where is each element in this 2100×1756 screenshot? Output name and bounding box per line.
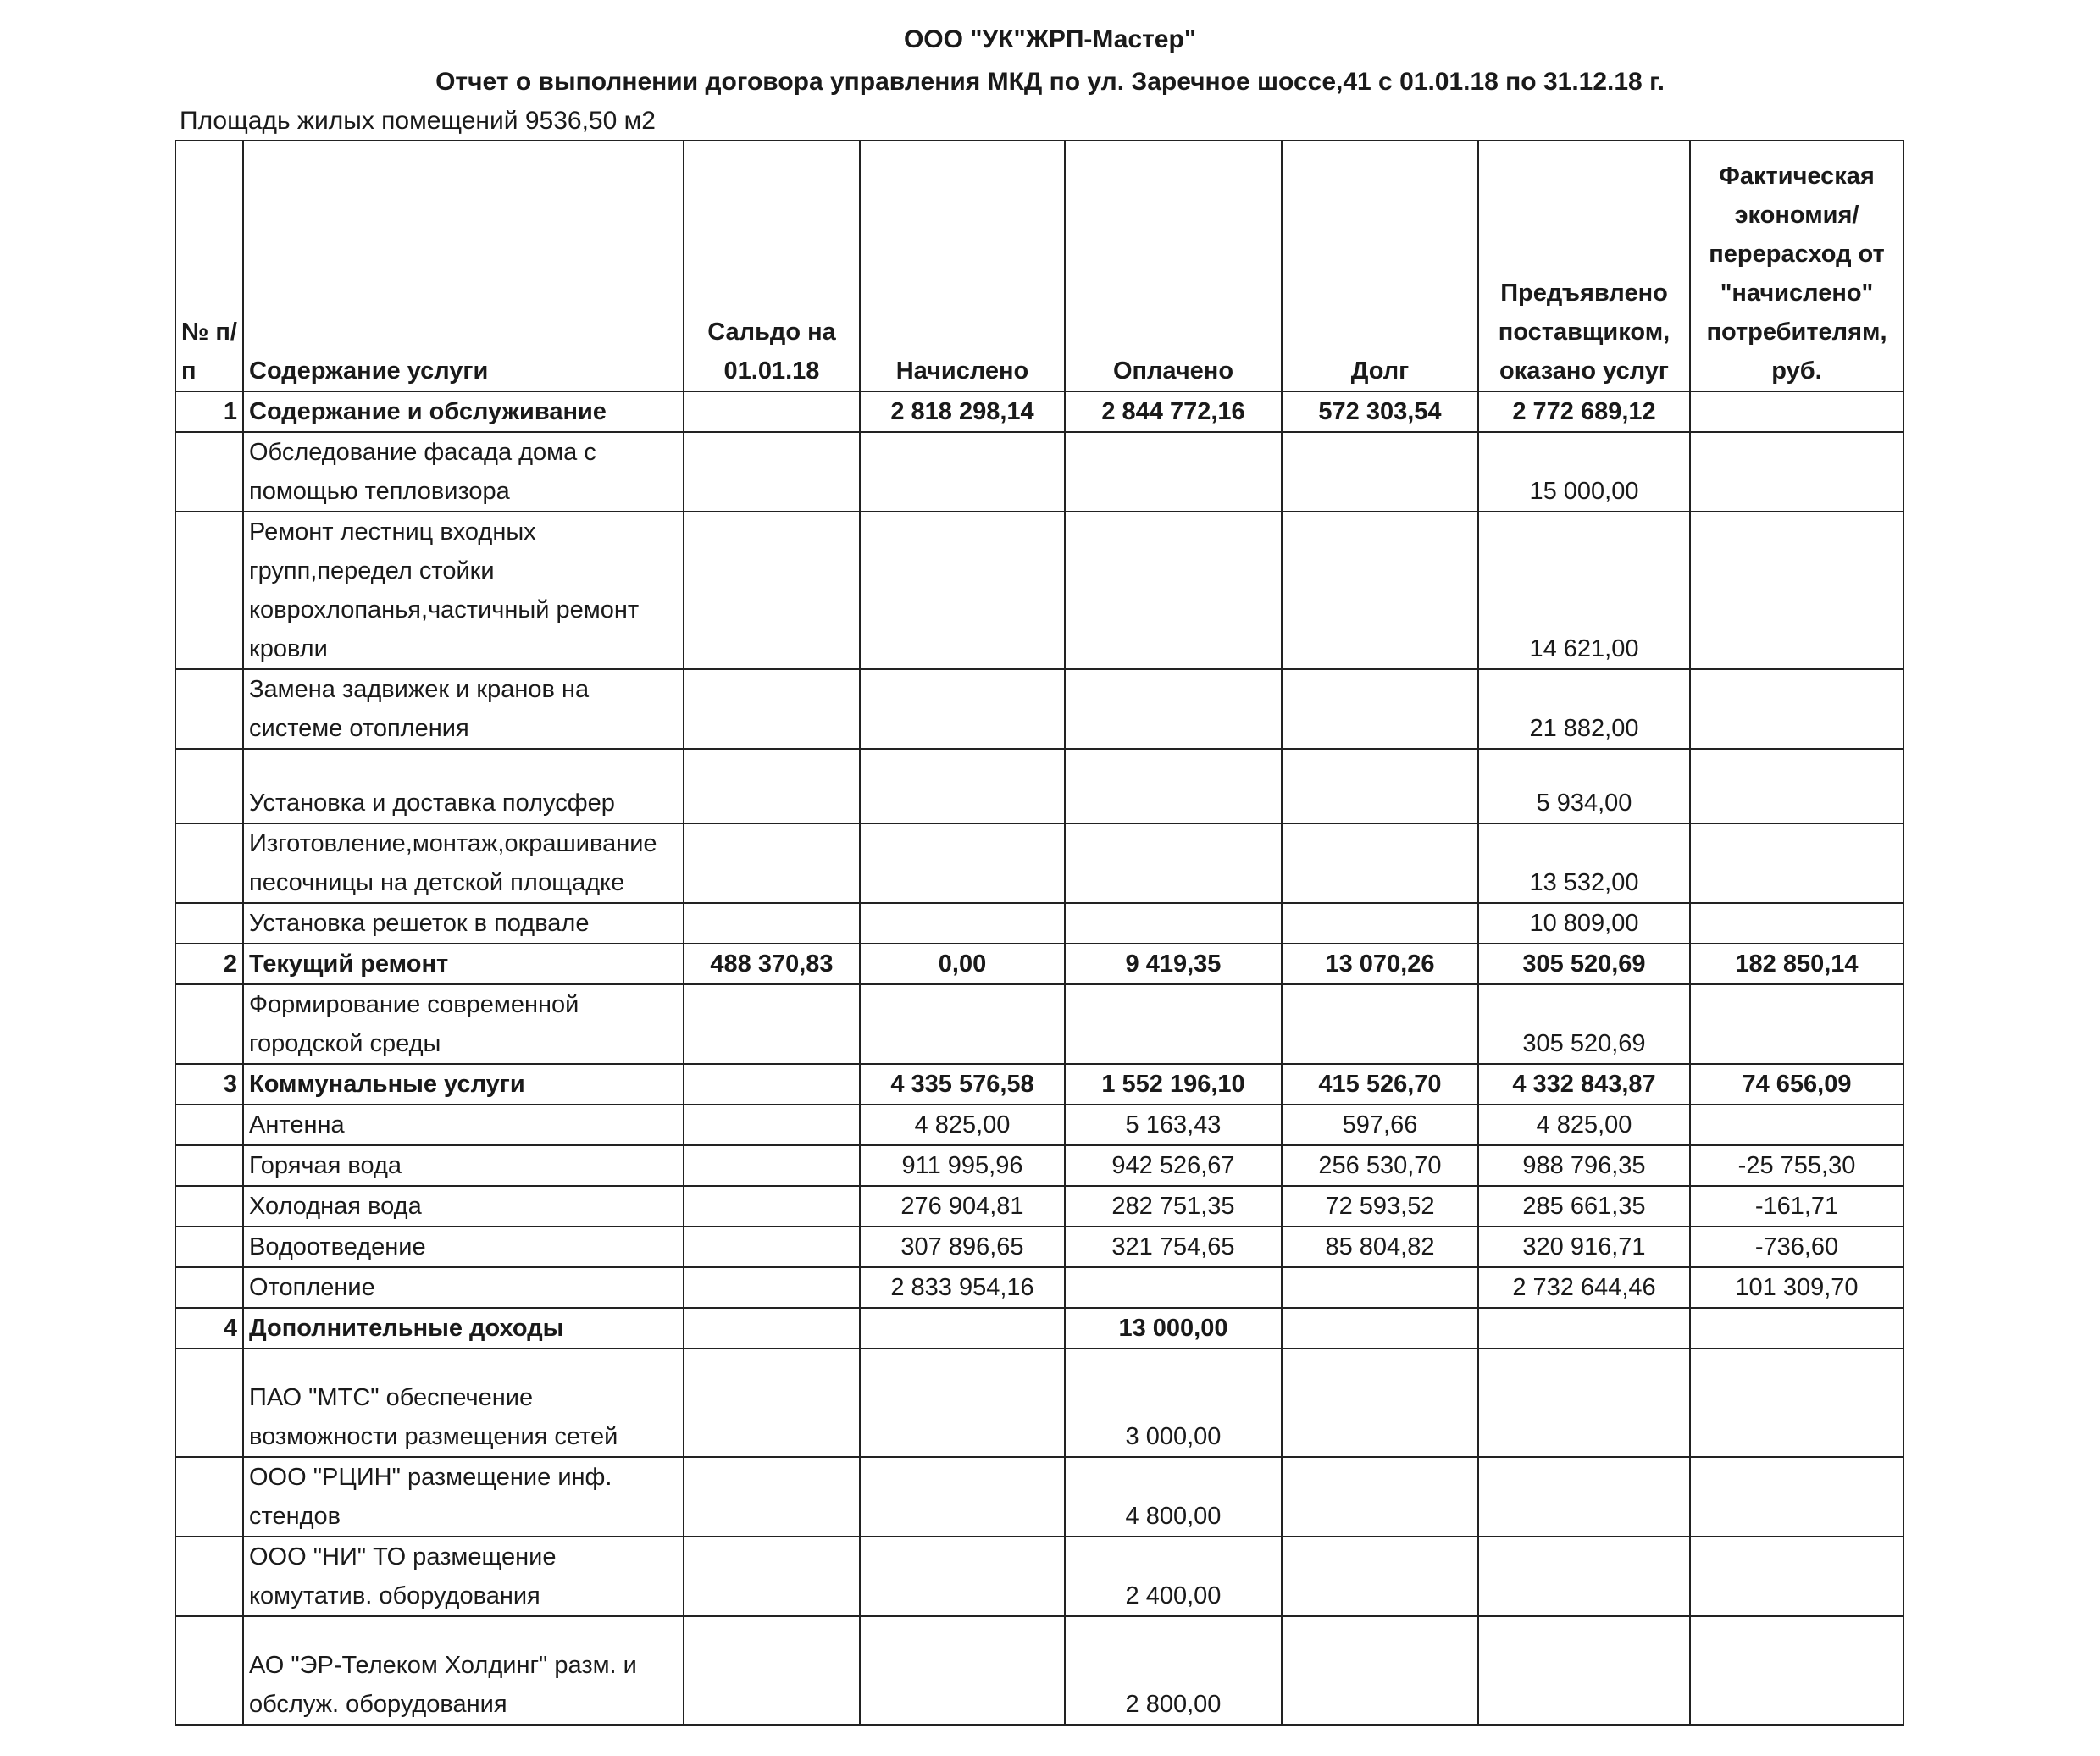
cell-saldo (684, 823, 860, 903)
cell-supplier (1478, 1349, 1690, 1457)
cell-accrued: 307 896,65 (860, 1227, 1065, 1267)
header-accrued: Начислено (860, 141, 1065, 391)
cell-accrued (860, 1616, 1065, 1725)
cell-service: Обследование фасада дома с помощью тепловизора (243, 432, 684, 512)
cell-service: Холодная вода (243, 1186, 684, 1227)
header-supplier: Предъявлено поставщиком, оказано услуг (1478, 141, 1690, 391)
cell-saldo (684, 1537, 860, 1616)
cell-accrued: 276 904,81 (860, 1186, 1065, 1227)
table-row (175, 1267, 1903, 1308)
cell-paid: 5 163,43 (1065, 1105, 1282, 1145)
cell-accrued (860, 1349, 1065, 1457)
table-row (175, 1457, 1903, 1537)
cell-debt (1282, 512, 1478, 669)
cell-paid: 2 844 772,16 (1065, 391, 1282, 432)
cell-accrued: 2 833 954,16 (860, 1267, 1065, 1308)
company-name: ООО "УК"ЖРП-Мастер" (903, 25, 1197, 53)
table-row (175, 1064, 1903, 1105)
table-row (175, 1145, 1903, 1186)
cell-service: Текущий ремонт (243, 944, 684, 984)
cell-economy (1690, 432, 1903, 512)
table-header-row (175, 141, 1903, 391)
cell-supplier (1478, 1457, 1690, 1537)
cell-economy: -736,60 (1690, 1227, 1903, 1267)
cell-service: Антенна (243, 1105, 684, 1145)
cell-debt (1282, 1349, 1478, 1457)
cell-saldo (684, 1145, 860, 1186)
cell-supplier: 285 661,35 (1478, 1186, 1690, 1227)
cell-service: ПАО "МТС" обеспечение возможности размещения сетей (243, 1349, 684, 1457)
cell-paid (1065, 749, 1282, 823)
cell-saldo (684, 984, 860, 1064)
cell-supplier: 15 000,00 (1478, 432, 1690, 512)
cell-num (175, 1537, 243, 1616)
cell-economy (1690, 1616, 1903, 1725)
cell-supplier: 2 772 689,12 (1478, 391, 1690, 432)
cell-accrued (860, 903, 1065, 944)
cell-paid (1065, 432, 1282, 512)
cell-saldo (684, 903, 860, 944)
cell-economy (1690, 1457, 1903, 1537)
cell-saldo (684, 1227, 860, 1267)
cell-economy: 182 850,14 (1690, 944, 1903, 984)
cell-economy (1690, 1537, 1903, 1616)
cell-paid: 4 800,00 (1065, 1457, 1282, 1537)
cell-num (175, 1186, 243, 1227)
report-table (175, 140, 1904, 1726)
cell-supplier: 2 732 644,46 (1478, 1267, 1690, 1308)
cell-economy (1690, 903, 1903, 944)
cell-saldo (684, 432, 860, 512)
cell-service: Горячая вода (243, 1145, 684, 1186)
cell-paid (1065, 1267, 1282, 1308)
cell-accrued (860, 669, 1065, 749)
table-row (175, 1308, 1903, 1349)
cell-num (175, 432, 243, 512)
cell-economy: -25 755,30 (1690, 1145, 1903, 1186)
cell-num: 4 (175, 1308, 243, 1349)
header-debt: Долг (1282, 141, 1478, 391)
cell-supplier: 10 809,00 (1478, 903, 1690, 944)
cell-num (175, 512, 243, 669)
cell-debt (1282, 669, 1478, 749)
cell-debt (1282, 1457, 1478, 1537)
cell-accrued (860, 749, 1065, 823)
table-row (175, 1105, 1903, 1145)
cell-supplier: 21 882,00 (1478, 669, 1690, 749)
cell-paid (1065, 984, 1282, 1064)
cell-accrued: 4 335 576,58 (860, 1064, 1065, 1105)
table-row (175, 903, 1903, 944)
header-saldo: Сальдо на 01.01.18 (684, 141, 860, 391)
cell-saldo: 488 370,83 (684, 944, 860, 984)
cell-saldo (684, 1349, 860, 1457)
cell-service: Изготовление,монтаж,окрашивание песочницы на детской площадке (243, 823, 684, 903)
cell-accrued: 4 825,00 (860, 1105, 1065, 1145)
cell-debt: 13 070,26 (1282, 944, 1478, 984)
cell-accrued (860, 1457, 1065, 1537)
cell-num: 3 (175, 1064, 243, 1105)
cell-debt (1282, 903, 1478, 944)
cell-supplier (1478, 1537, 1690, 1616)
cell-accrued (860, 1537, 1065, 1616)
table-row (175, 1227, 1903, 1267)
table-row (175, 944, 1903, 984)
cell-saldo (684, 391, 860, 432)
cell-accrued: 911 995,96 (860, 1145, 1065, 1186)
cell-paid (1065, 512, 1282, 669)
cell-economy: -161,71 (1690, 1186, 1903, 1227)
cell-num (175, 1267, 243, 1308)
cell-service: Коммунальные услуги (243, 1064, 684, 1105)
cell-supplier: 305 520,69 (1478, 984, 1690, 1064)
header-num: № п/п (175, 141, 243, 391)
cell-debt (1282, 1616, 1478, 1725)
cell-num (175, 749, 243, 823)
cell-num (175, 1349, 243, 1457)
table-row (175, 432, 1903, 512)
cell-paid: 2 400,00 (1065, 1537, 1282, 1616)
cell-debt (1282, 1267, 1478, 1308)
cell-service: АО "ЭР-Телеком Холдинг" разм. и обслуж. оборудования (243, 1616, 684, 1725)
cell-supplier: 4 825,00 (1478, 1105, 1690, 1145)
cell-service: ООО "НИ" ТО размещение комутатив. оборудования (243, 1537, 684, 1616)
cell-debt (1282, 823, 1478, 903)
cell-accrued (860, 432, 1065, 512)
header-paid: Оплачено (1065, 141, 1282, 391)
cell-economy (1690, 391, 1903, 432)
cell-num (175, 1145, 243, 1186)
cell-economy (1690, 669, 1903, 749)
report-title: Отчет о выполнении договора управления МКД по ул. Заречное шоссе,41 с 01.01.18 по 31.12.18 г. (435, 68, 1665, 96)
cell-economy (1690, 823, 1903, 903)
cell-saldo (684, 1457, 860, 1537)
cell-debt (1282, 1537, 1478, 1616)
cell-service: Водоотведение (243, 1227, 684, 1267)
cell-paid (1065, 669, 1282, 749)
cell-paid: 9 419,35 (1065, 944, 1282, 984)
table-row (175, 749, 1903, 823)
cell-paid: 2 800,00 (1065, 1616, 1282, 1725)
cell-accrued (860, 984, 1065, 1064)
table-row (175, 1349, 1903, 1457)
cell-service: ООО "РЦИН" размещение инф. стендов (243, 1457, 684, 1537)
cell-num (175, 669, 243, 749)
cell-debt: 597,66 (1282, 1105, 1478, 1145)
cell-num (175, 823, 243, 903)
cell-saldo (684, 1308, 860, 1349)
cell-economy: 101 309,70 (1690, 1267, 1903, 1308)
cell-supplier (1478, 1308, 1690, 1349)
cell-supplier: 988 796,35 (1478, 1145, 1690, 1186)
cell-supplier: 5 934,00 (1478, 749, 1690, 823)
cell-paid (1065, 823, 1282, 903)
living-area: Площадь жилых помещений 9536,50 м2 (180, 107, 656, 135)
cell-num: 2 (175, 944, 243, 984)
cell-num (175, 1616, 243, 1725)
cell-economy (1690, 512, 1903, 669)
cell-service: Дополнительные доходы (243, 1308, 684, 1349)
cell-supplier (1478, 1616, 1690, 1725)
cell-saldo (684, 1064, 860, 1105)
cell-num (175, 1105, 243, 1145)
cell-paid: 1 552 196,10 (1065, 1064, 1282, 1105)
cell-service: Замена задвижек и кранов на системе отопления (243, 669, 684, 749)
table-row (175, 512, 1903, 669)
cell-debt: 415 526,70 (1282, 1064, 1478, 1105)
cell-debt (1282, 749, 1478, 823)
cell-num (175, 903, 243, 944)
cell-service: Ремонт лестниц входных групп,передел стойки коврохлопанья,частичный ремонт кровли (243, 512, 684, 669)
cell-supplier: 305 520,69 (1478, 944, 1690, 984)
cell-service: Установка решеток в подвале (243, 903, 684, 944)
cell-supplier: 13 532,00 (1478, 823, 1690, 903)
cell-saldo (684, 1186, 860, 1227)
cell-saldo (684, 1267, 860, 1308)
table-row (175, 1616, 1903, 1725)
cell-paid: 3 000,00 (1065, 1349, 1282, 1457)
cell-num (175, 1457, 243, 1537)
cell-accrued (860, 1308, 1065, 1349)
cell-paid: 13 000,00 (1065, 1308, 1282, 1349)
cell-debt (1282, 1308, 1478, 1349)
table-row (175, 1537, 1903, 1616)
cell-num: 1 (175, 391, 243, 432)
cell-supplier: 14 621,00 (1478, 512, 1690, 669)
cell-accrued: 2 818 298,14 (860, 391, 1065, 432)
cell-debt: 85 804,82 (1282, 1227, 1478, 1267)
cell-service: Формирование современной городской среды (243, 984, 684, 1064)
cell-accrued: 0,00 (860, 944, 1065, 984)
cell-service: Содержание и обслуживание (243, 391, 684, 432)
header-economy: Фактическая экономия/перерасход от "начислено" потребителям, руб. (1690, 141, 1903, 391)
cell-saldo (684, 669, 860, 749)
cell-saldo (684, 1616, 860, 1725)
header-service: Содержание услуги (243, 141, 684, 391)
cell-economy (1690, 984, 1903, 1064)
table-row (175, 1186, 1903, 1227)
cell-service: Установка и доставка полусфер (243, 749, 684, 823)
cell-economy (1690, 1308, 1903, 1349)
cell-debt: 572 303,54 (1282, 391, 1478, 432)
cell-service: Отопление (243, 1267, 684, 1308)
table-row (175, 391, 1903, 432)
cell-paid (1065, 903, 1282, 944)
cell-paid: 321 754,65 (1065, 1227, 1282, 1267)
cell-supplier: 4 332 843,87 (1478, 1064, 1690, 1105)
cell-economy: 74 656,09 (1690, 1064, 1903, 1105)
cell-saldo (684, 512, 860, 669)
cell-accrued (860, 823, 1065, 903)
cell-supplier: 320 916,71 (1478, 1227, 1690, 1267)
cell-debt (1282, 984, 1478, 1064)
table-row (175, 823, 1903, 903)
cell-economy (1690, 1349, 1903, 1457)
cell-economy (1690, 1105, 1903, 1145)
cell-debt (1282, 432, 1478, 512)
table-row (175, 984, 1903, 1064)
cell-saldo (684, 1105, 860, 1145)
table-row (175, 669, 1903, 749)
cell-paid: 282 751,35 (1065, 1186, 1282, 1227)
cell-saldo (684, 749, 860, 823)
cell-paid: 942 526,67 (1065, 1145, 1282, 1186)
cell-debt: 256 530,70 (1282, 1145, 1478, 1186)
cell-num (175, 1227, 243, 1267)
cell-num (175, 984, 243, 1064)
cell-accrued (860, 512, 1065, 669)
cell-debt: 72 593,52 (1282, 1186, 1478, 1227)
cell-economy (1690, 749, 1903, 823)
